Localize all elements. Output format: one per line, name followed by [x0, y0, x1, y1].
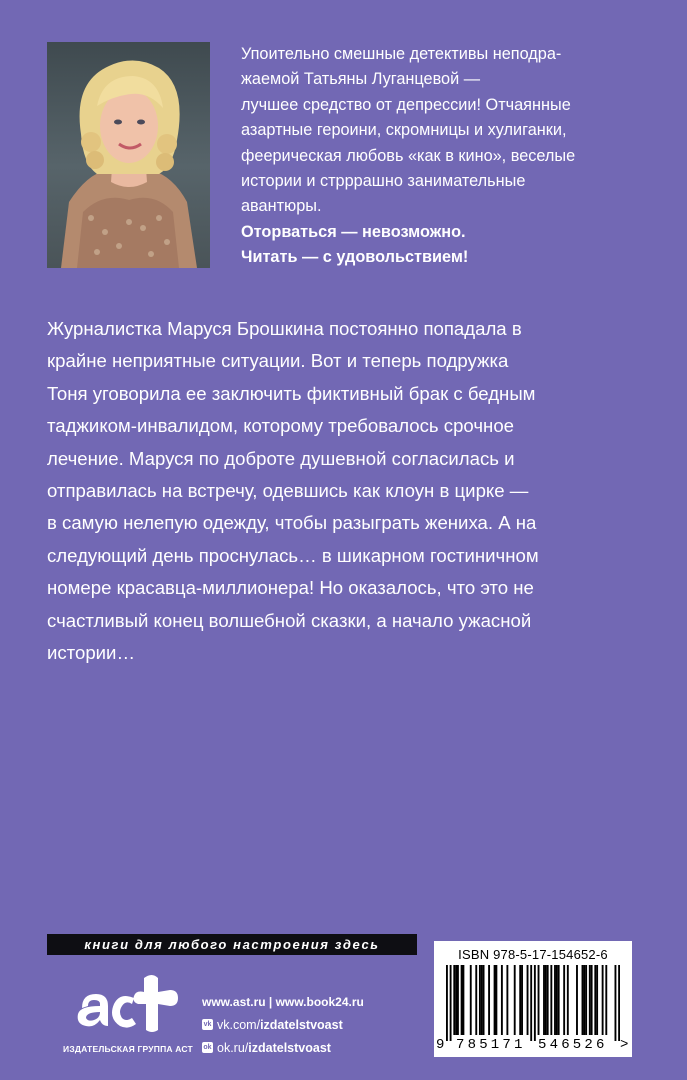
barcode-bar	[495, 965, 497, 1035]
barcode-bar	[605, 965, 607, 1035]
barcode-bar	[554, 965, 556, 1035]
barcode-bar	[470, 965, 472, 1035]
barcode-bar	[576, 965, 578, 1035]
barcode-bar	[530, 965, 532, 1041]
annotation-line: следующий день проснулась… в шикарном гостиничном	[47, 544, 539, 566]
annotation-line: истории…	[47, 642, 136, 664]
blurb-line: азартные героини, скромницы и хулиганки,	[241, 121, 567, 140]
barcode-bar	[506, 965, 508, 1035]
blurb-line: Упоительно смешные детективы неподра-	[241, 45, 562, 63]
annotation-line: в самую нелепую одежду, чтобы разыграть жениха. А на	[47, 512, 537, 534]
barcode-bar	[585, 965, 587, 1035]
barcode-bar	[494, 965, 496, 1035]
barcode-bar	[483, 965, 485, 1035]
barcode-bar	[615, 965, 617, 1041]
barcode-bar	[455, 965, 457, 1035]
annotation-line: Журналистка Маруся Брошкина постоянно попадала в	[47, 318, 522, 339]
barcode-bar	[538, 965, 540, 1035]
barcode-bar	[602, 965, 604, 1035]
annotation	[47, 313, 647, 669]
isbn-barcode-box	[434, 941, 632, 1057]
annotation-line: Тоня уговорила ее заключить фиктивный брак с бедным	[47, 382, 536, 404]
barcode-bar	[534, 965, 536, 1041]
blurb-line: истории и стрррашно занимательные	[241, 172, 526, 191]
blurb-line: лучшее средство от депрессии! Отчаянные	[241, 95, 571, 114]
ok-handle: izdatelstvoast	[248, 1040, 331, 1055]
barcode-bar	[591, 965, 593, 1035]
barcode-bar	[618, 965, 620, 1041]
barcode-bar	[547, 965, 549, 1035]
annotation-line: лечение. Маруся по доброте душевной согласилась и	[47, 447, 515, 469]
isbn-label: ISBN 978-5-17-154652-6	[458, 947, 608, 962]
ast-logo-icon	[58, 968, 198, 1044]
blurb	[241, 42, 661, 271]
barcode-bar	[488, 965, 490, 1035]
sites-row	[202, 990, 422, 1013]
vk-prefix: vk.com/	[217, 1017, 261, 1032]
blurb-line: феерическая любовь «как в кино», веселые	[241, 146, 576, 165]
annotation-line: таджиком-инвалидом, которому требовалось срочное	[47, 415, 514, 437]
barcode-bar	[501, 965, 503, 1035]
barcode-bar	[527, 965, 529, 1035]
barcode-bar	[461, 965, 463, 1035]
blurb-line: авантюры.	[241, 197, 322, 216]
author-photo	[47, 42, 210, 268]
barcode-icon	[446, 965, 620, 1041]
barcode-bar	[479, 965, 481, 1035]
vk-handle: izdatelstvoast	[260, 1017, 343, 1032]
annotation-line: счастливый конец волшебной сказки, а начало ужасной	[47, 609, 532, 631]
barcode-bar	[519, 965, 521, 1035]
barcode-right-group: 546526	[538, 1037, 608, 1053]
publisher-links	[202, 990, 422, 1059]
website-links[interactable]: www.ast.ru | www.book24.ru	[202, 994, 364, 1009]
ok-prefix: ok.ru/	[217, 1040, 249, 1055]
barcode-bar	[583, 965, 585, 1035]
barcode-bar	[596, 965, 598, 1035]
barcode-bar	[556, 965, 558, 1035]
barcode-bar	[550, 965, 552, 1035]
blurb-bold-line: Читать — с удовольствием!	[241, 248, 469, 267]
barcode-left-group: 785171	[456, 1037, 526, 1053]
barcode-bar	[543, 965, 545, 1035]
tagline-banner: книги для любого настроения здесь	[47, 934, 417, 955]
ok-icon: ok	[203, 1044, 212, 1051]
barcode-bar	[563, 965, 565, 1035]
publisher-caption: ИЗДАТЕЛЬСКАЯ ГРУППА АСТ	[63, 1044, 193, 1054]
barcode-quiet-mark: >	[620, 1037, 629, 1053]
barcode-bar	[567, 965, 569, 1035]
barcode-bar	[521, 965, 523, 1035]
barcode-bar	[453, 965, 455, 1035]
barcode-first-digit: 9	[436, 1037, 445, 1053]
vk-row[interactable]	[202, 1013, 422, 1036]
barcode-bar	[594, 965, 596, 1035]
annotation-line: номере красавца-миллионера! Но оказалось, что это не	[47, 577, 534, 599]
barcode-bar	[582, 965, 584, 1035]
blurb-line: жаемой Татьяны Луганцевой —	[241, 70, 481, 89]
barcode-bar	[457, 965, 459, 1035]
barcode-bar	[475, 965, 477, 1035]
barcode-bar	[514, 965, 516, 1035]
ok-row[interactable]	[202, 1036, 422, 1059]
annotation-line: крайне неприятные ситуации. Вот и теперь подружка	[47, 350, 509, 372]
publisher-logo	[58, 968, 198, 1068]
barcode-bar	[450, 965, 452, 1041]
barcode-bar	[589, 965, 591, 1035]
vk-icon: vk	[203, 1021, 212, 1028]
barcode-bar	[446, 965, 448, 1041]
blurb-bold-line: Оторваться — невозможно.	[241, 222, 466, 241]
barcode-bar	[481, 965, 483, 1035]
barcode-bar	[545, 965, 547, 1035]
barcode-bar	[558, 965, 560, 1035]
annotation-line: отправилась на встречу, одевшись как клоун в цирке —	[47, 480, 529, 502]
barcode-bar	[462, 965, 464, 1035]
